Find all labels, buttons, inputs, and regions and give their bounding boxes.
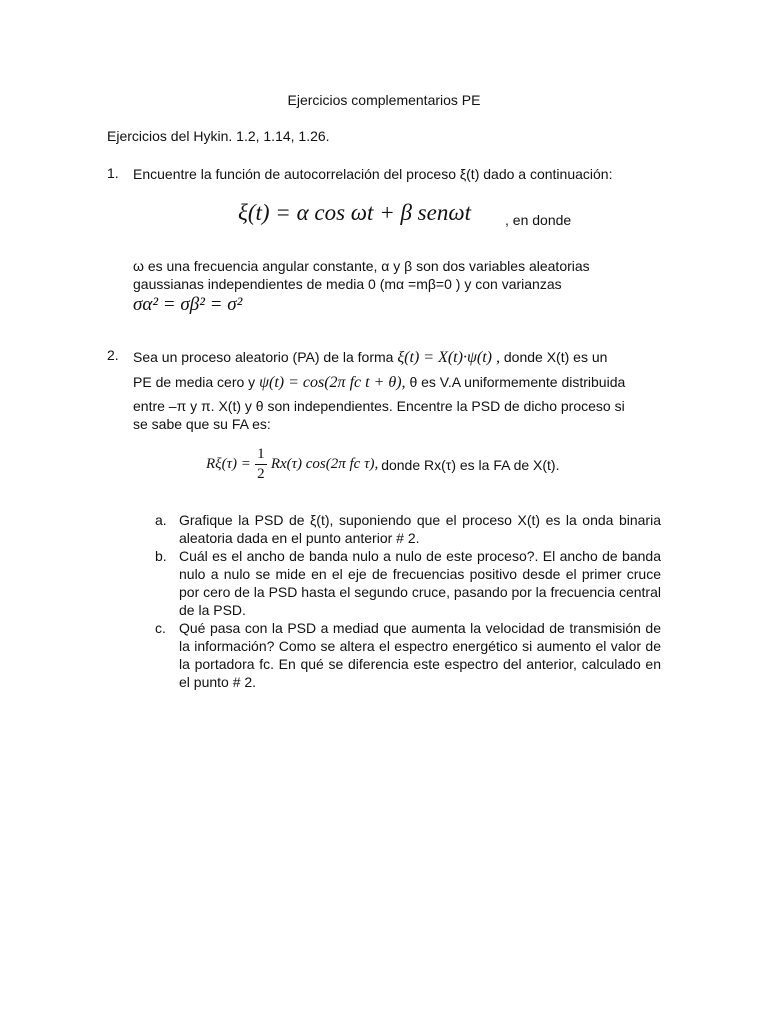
document-title: Ejercicios complementarios PE — [287, 92, 481, 108]
q1-description-line2: gaussianas independientes de media 0 (mα =mβ=0 ) y con varianzas — [133, 276, 562, 292]
q2-line1: Sea un proceso aleatorio (PA) de la forma ξ(t) = X(t)·ψ(t) , donde X(t) es un — [133, 349, 608, 366]
list-item: c. Qué pasa con la PSD a mediad que aumenta la velocidad de transmisión de la información? Como se altera el espectro energético si aumento el valor de la portadora fc. En qué se diferencia este espectro del anterior, calculado en el punto # 2. — [155, 620, 661, 690]
q1-text: Encuentre la función de autocorrelación del proceso ξ(t) dado a continuación: — [133, 166, 613, 182]
q1-equation-tail: , en donde — [505, 212, 572, 228]
q2-psi-equation: ψ(t) = cos(2π fc t + θ), — [259, 374, 406, 391]
q2-line2: PE de media cero y ψ(t) = cos(2π fc t + θ), θ es V.A uniformemente distribuida — [133, 374, 626, 391]
list-item: b. Cuál es el ancho de banda nulo a nulo de este proceso?. El ancho de banda nulo a nulo se mide en el eje de frecuencias positivo desde el primer cruce por cero de la PSD hasta el segundo cruce, pasando por la frecuencia central de la PSD. — [155, 548, 661, 618]
q1-equation: ξ(t) = α cos ωt + β senωt — [238, 200, 471, 225]
document-subtitle: Ejercicios del Hykin. 1.2, 1.14, 1.26. — [107, 128, 330, 144]
q2-fraction: $\frac{1}{2}$ — [255, 446, 267, 483]
q2-number: 2. — [107, 347, 119, 363]
q1-number: 1. — [107, 165, 119, 181]
q2-line3: entre –π y π. X(t) y θ son independientes. Encentre la PSD de dicho proceso si — [133, 398, 625, 414]
q2-paragraph — [133, 345, 661, 433]
q1-description-line1: ω es una frecuencia angular constante, α y β son dos variables aleatorias — [133, 258, 590, 274]
q1-variance-expression: σα² = σβ² = σ² — [133, 294, 243, 315]
list-item: a. Grafique la PSD de ξ(t), suponiendo que el proceso X(t) es la onda binaria aleatoria dada en el punto anterior # 2. — [155, 512, 661, 546]
q1-variance — [133, 296, 661, 314]
q2-subitems — [155, 511, 661, 691]
q2-fa-equation: Rξ(τ) = $\frac{1}{2}$ Rx(τ) cos(2π fc τ), donde Rx(τ) es la FA de X(t). — [206, 446, 560, 482]
q2-line4: se sabe que su FA es: — [133, 416, 271, 432]
q2-process-equation: ξ(t) = X(t)·ψ(t) , — [397, 349, 500, 366]
